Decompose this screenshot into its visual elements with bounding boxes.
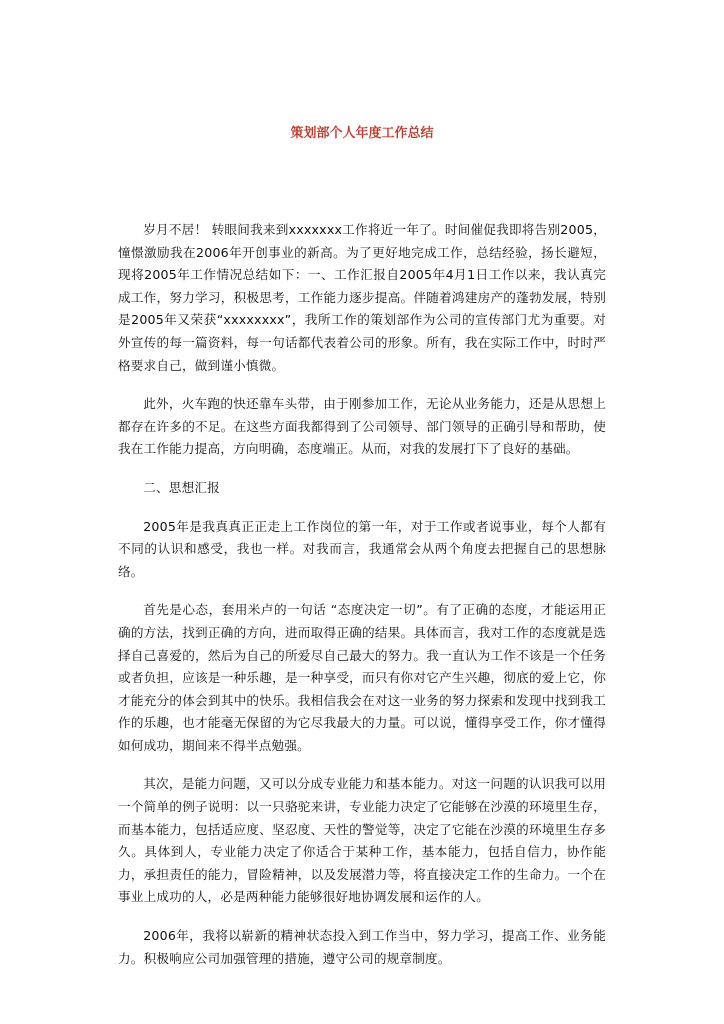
document-title: 策划部个人年度工作总结 — [290, 126, 434, 141]
paragraph-guidance: 此外，火车跑的快还靠车头带，由于刚参加工作，无论从业务能力，还是从思想上都存在许多的不足。在这些方面我都得到了公司领导、部门领导的正确引导和帮助，使我在工作能力提高，方向明确，态度端正。从而，对我的发展打下了良好的基础。 — [118, 396, 606, 457]
paragraph-ability: 其次，是能力问题，又可以分成专业能力和基本能力。对这一问题的认识我可以用一个简单的例子说明：以一只骆驼来讲，专业能力决定了它能够在沙漠的环境里生存，而基本能力，包括适应度、坚忍度、天性的警觉等，决定了它能在沙漠的环境里生存多久。具体到人，专业能力决定了你适合于某种工作，基本能力，包括自信力，协作能力，承担责任的能力，冒险精神，以及发展潜力等，将直接决定工作的生命力。一个在事业上成功的人，必是两种能力能够很好地协调发展和运作的人。 — [118, 776, 606, 905]
paragraph-attitude: 首先是心态，套用米卢的一句话 “态度决定一切”。有了正确的态度，才能运用正确的方法，找到正确的方向，进而取得正确的结果。具体而言，我对工作的态度就是选择自己喜爱的，然后为自己的所爱尽自己最大的努力。我一直认为工作不该是一个任务或者负担，应该是一种乐趣，是一种享受，而只有你对它产生兴趣，彻底的爱上它，你才能充分的体会到其中的快乐。我相信我会在对这一业务的努力探索和发现中找到我工作的乐趣，也才能毫无保留的为它尽我最大的力量。可以说，懂得享受工作，你才懂得如何成功，期间来不得半点勉强。 — [118, 602, 606, 753]
paragraph-2006-plan: 2006年，我将以崭新的精神状态投入到工作当中，努力学习，提高工作、业务能力。积极响应公司加强管理的措施，遵守公司的规章制度。 — [118, 928, 606, 966]
paragraph-first-year: 2005年是我真真正正走上工作岗位的第一年，对于工作或者说事业，每个人都有不同的认识和感受，我也一样。对我而言，我通常会从两个角度去把握自己的思想脉络。 — [118, 518, 606, 579]
document-body — [118, 219, 606, 986]
paragraph-intro: 岁月不居！ 转眼间我来到xxxxxxx工作将近一年了。时间催促我即将告别2005，憧憬激励我在2006年开创事业的新高。为了更好地完成工作，总结经验，扬长避短，现将2005年工作情况总结如下：一、工作汇报自2005年4月1日工作以来，我认真完成工作，努力学习，积极思考，工作能力逐步提高。伴随着鸿建房产的蓬勃发展，特别是2005年又荣获“xxxxxxxx”，我所工作的策划部作为公司的宣传部门尤为重要。对外宣传的每一篇资料，每一句话都代表着公司的形象。所有，我在实际工作中，时时严格要求自己，做到谨小慎微。 — [118, 222, 606, 373]
section-heading-thought-report: 二、思想汇报 — [143, 479, 220, 495]
